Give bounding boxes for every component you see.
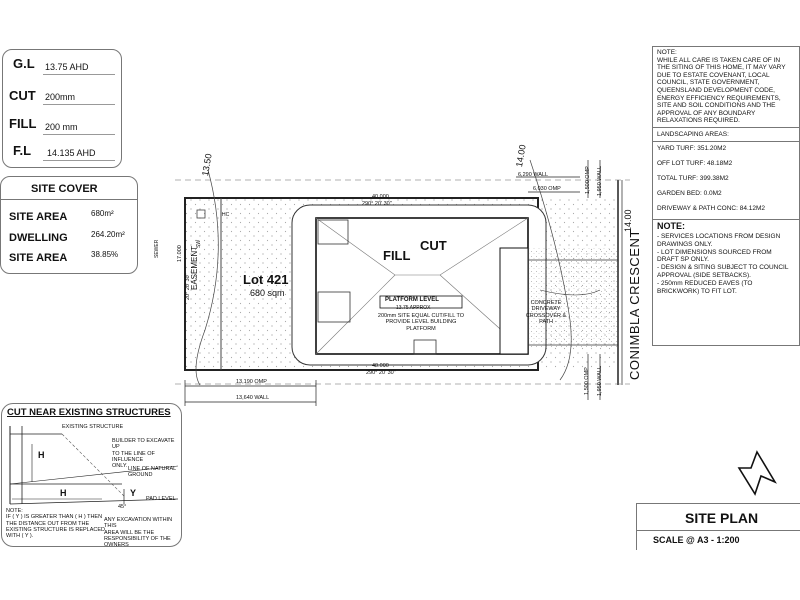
cut-value: 200mm: [45, 92, 76, 102]
dim-wall-1950-bot: 1,950 WALL: [597, 365, 603, 396]
cut-note-line: THE DISTANCE OUT FROM THE: [6, 520, 90, 527]
note-line: SITE AND SOIL CONDITIONS AND THE: [657, 102, 776, 110]
excavation-line: AREA WILL BE THE: [104, 529, 155, 536]
fl-label: F.L: [13, 143, 32, 158]
landscaping-value: 0.0M2: [701, 190, 722, 197]
dim-omp-1500-top: 1,500 OMP: [585, 166, 591, 194]
contour-level-1400-a: 14.00: [514, 143, 528, 168]
dim-wall-6290: 6,290 WALL: [518, 172, 549, 178]
excavation-line: ANY EXCAVATION WITHIN THIS: [104, 517, 173, 530]
dim-omp-1500-bot: 1,500 OMP: [584, 367, 590, 395]
landscaping-value: 48.18M2: [705, 160, 733, 167]
lot-area: 680 sqm: [250, 288, 285, 298]
landscaping-title: LANDSCAPING AREAS:: [657, 131, 729, 138]
builder-note: [112, 438, 181, 470]
platform-description: [366, 313, 476, 332]
driveway-line: DRIVEWAY: [531, 306, 561, 313]
cut-zone-label: CUT: [420, 238, 447, 253]
builder-note-line: ONLY.: [112, 463, 128, 470]
note2-line: DRAWINGS ONLY.: [657, 240, 713, 248]
ground-note-line: LINE OF NATURAL: [128, 466, 177, 472]
dim-omp-13190: 13,190 OMP: [236, 379, 267, 385]
landscaping-value: 84.12M2: [737, 205, 766, 212]
contour-level-1350: 13.50: [200, 152, 214, 177]
platform-level-value: 13.75 APPROX: [396, 305, 431, 311]
site-area-value: 680m²: [91, 209, 114, 218]
excavation-line: RESPONSIBILITY OF THE: [104, 535, 171, 542]
note2-line: - SERVICES LOCATIONS FROM DESIGN: [657, 233, 781, 240]
note2-line: - DESIGN & SITING SUBJECT TO COUNCIL: [657, 264, 789, 272]
note-line: APPROVAL OF ANY BOUNDARY: [657, 109, 756, 117]
dim-wall-13640: 13,640 WALL: [236, 395, 270, 401]
existing-structure-label: EXISTING STRUCTURE: [62, 424, 124, 430]
cut-note: [6, 508, 105, 540]
driveway-line: PATH: [539, 318, 553, 325]
drawing-scale: SCALE @ A3 - 1:200: [653, 535, 740, 545]
platform-desc-line: PROVIDE LEVEL BUILDING: [385, 319, 457, 326]
builder-note-line: BUILDER TO EXCAVATE UP: [112, 438, 175, 451]
landscaping-label: DRIVEWAY & PATH CONC:: [657, 205, 738, 212]
h-distance-label: H: [60, 488, 67, 498]
platform-level-title: PLATFORM LEVEL: [385, 297, 439, 303]
fill-value: 200 mm: [45, 122, 78, 132]
note-line: WHILE ALL CARE IS TAKEN CARE OF IN: [657, 56, 781, 64]
platform-desc-line: 200mm SITE EQUAL CUT/FILL TO: [377, 313, 465, 319]
pad-level-label: PAD LEVEL: [146, 496, 176, 502]
dim-top-bearing: 290° 20' 30": [362, 201, 392, 207]
landscaping-label: TOTAL TURF:: [657, 175, 698, 182]
north-arrow-icon: [739, 452, 775, 494]
note-line: ENERGY EFFICIENCY REQUIREMENTS,: [657, 94, 781, 102]
ground-note-line: GROUND: [128, 472, 153, 479]
title-block: [636, 503, 800, 550]
note2-line: BRICKWORK) TO FIT LOT.: [657, 287, 737, 295]
driveway-line: CROSSOVER &: [525, 312, 567, 319]
dwelling-value: 264.20m²: [91, 230, 125, 239]
street-name: CONIMBLA CRESCENT: [627, 229, 642, 380]
cut-note-line: NOTE:: [6, 508, 23, 514]
note-line: NOTE:: [657, 49, 677, 56]
dim-left-bearing: 20° 20' 30": [185, 273, 191, 300]
excavation-line: OWNERS: [104, 542, 129, 549]
dim-bottom-length: 40.000: [372, 363, 389, 369]
fill-zone-label: FILL: [383, 248, 411, 263]
note-line: QUEENSLAND DEVELOPMENT CODE,: [657, 87, 775, 94]
h-height-label: H: [38, 450, 45, 460]
landscaping-value: 351.20M2: [695, 145, 727, 152]
platform-desc-line: PLATFORM: [406, 325, 436, 332]
note2-line: DRAFT SP ONLY.: [657, 256, 709, 264]
sewer-label: SEWER: [154, 239, 160, 258]
site-area-label: SITE AREA: [9, 211, 68, 223]
driveway-line: CONCRETE: [530, 300, 562, 306]
cut-note-line: IF ( Y ) IS GREATER THAN ( H ) THEN: [6, 514, 103, 521]
dim-wall-1950-top: 1,950 WALL: [597, 165, 603, 196]
dim-bottom-bearing: 290° 20' 30": [366, 370, 396, 376]
dim-top-length: 40.000: [372, 194, 389, 200]
site-cover-title: SITE COVER: [31, 183, 98, 195]
dim-left-width: 17.000: [177, 245, 183, 262]
cut-section-box: [1, 403, 182, 547]
sw-label: SW: [196, 239, 202, 248]
site-ratio-value: 38.85%: [91, 250, 119, 259]
builder-note-line: TO THE LINE OF INFLUENCE: [112, 450, 155, 463]
site-ratio-label: SITE AREA: [9, 252, 68, 264]
note2-line: APPROVAL (SIDE SETBACKS).: [657, 272, 751, 279]
natural-ground-label: [128, 466, 176, 479]
note2-line: - 250mm REDUCED EAVES (TO: [657, 279, 753, 287]
landscaping-label: YARD TURF:: [657, 145, 696, 152]
gl-value: 13.75 AHD: [45, 62, 89, 72]
landscaping-label: OFF LOT TURF:: [657, 160, 706, 167]
note-line: THE SITING OF THIS HOME, IT MAY VARY: [657, 64, 786, 72]
fl-value: 14.135 AHD: [47, 148, 96, 158]
dwelling-label: DWELLING: [9, 232, 68, 244]
cut-note-line: WITH ( Y ).: [6, 533, 34, 540]
cut-note-line: EXISTING STRUCTURE IS REPLACED: [6, 526, 106, 533]
gl-label: G.L: [13, 56, 35, 71]
drawing-title: SITE PLAN: [685, 510, 759, 526]
driveway-label: [524, 300, 568, 325]
landscaping-value: 399.38M2: [697, 175, 729, 182]
note-line: DUE TO ESTATE COVENANT, LOCAL: [657, 71, 770, 79]
angle-label: 45°: [118, 504, 127, 510]
landscaping-label: GARDEN BED:: [657, 190, 702, 197]
cut-label: CUT: [9, 88, 36, 103]
note2-title: NOTE:: [657, 221, 685, 231]
y-label: Y: [130, 488, 137, 498]
contour-level-1400-b: 14.00: [623, 209, 633, 232]
cut-section-title: CUT NEAR EXISTING STRUCTURES: [7, 407, 171, 418]
easement-label: EASEMENT: [190, 245, 199, 290]
note2-line: - LOT DIMENSIONS SOURCED FROM: [657, 248, 772, 256]
excavation-note: [104, 517, 181, 549]
dim-omp-6030: 6,030 OMP: [533, 186, 561, 192]
hc-label: HC: [222, 212, 230, 218]
lot-number: Lot 421: [243, 272, 289, 287]
fill-label: FILL: [9, 116, 37, 131]
note-line: RELAXATIONS REQUIRED.: [657, 117, 740, 125]
note-line: COUNCIL, STATE GOVERNMENT,: [657, 79, 760, 87]
